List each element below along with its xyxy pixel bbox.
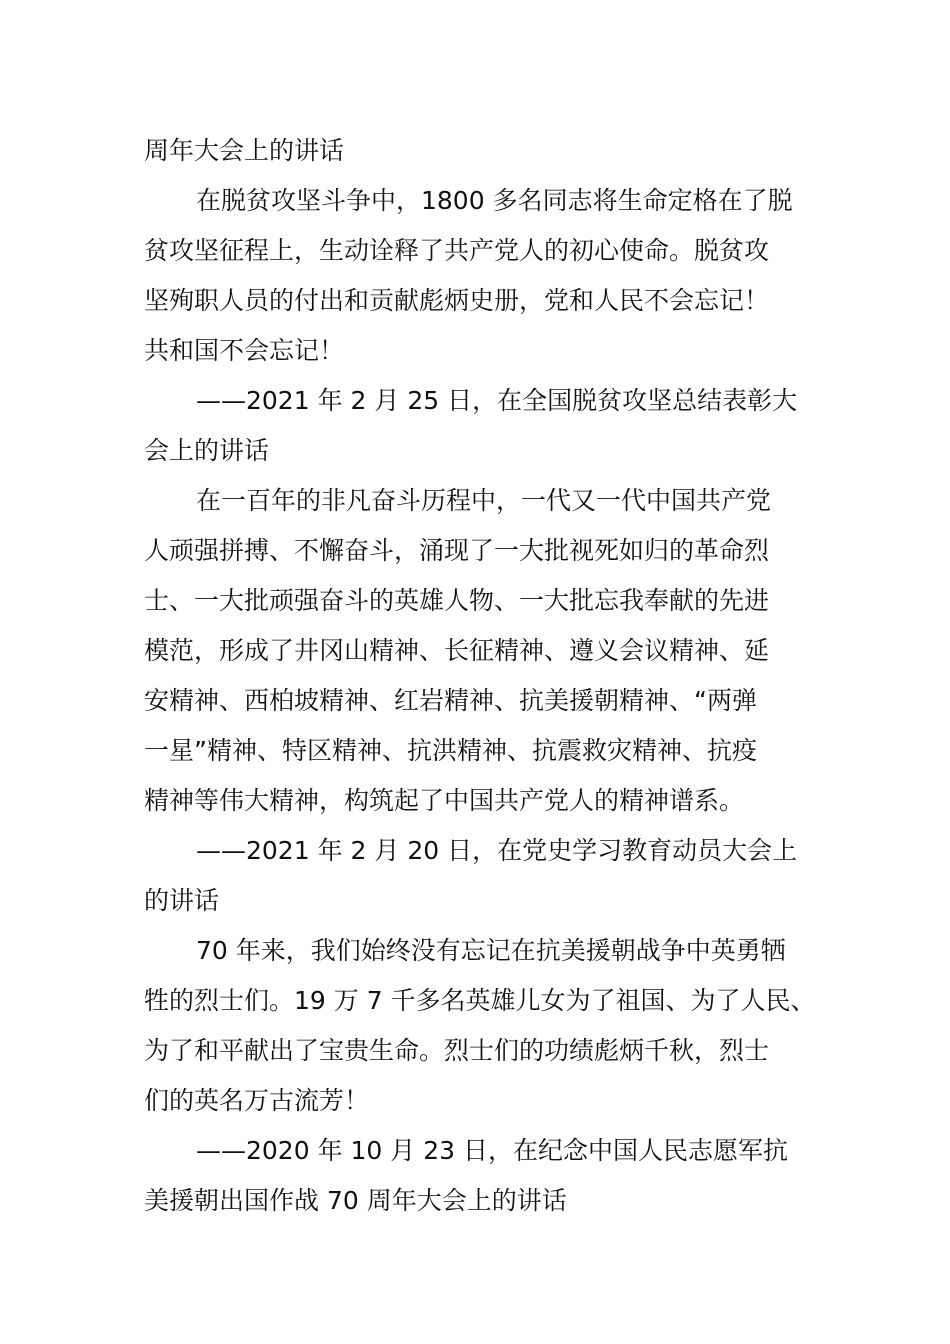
text-line: 坚殉职人员的付出和贡献彪炳史册，党和人民不会忘记！ — [144, 286, 770, 315]
text-line: 士、一大批顽强奋斗的英雄人物、一大批忘我奉献的先进 — [144, 586, 770, 615]
text-line: 在脱贫攻坚斗争中，1800 多名同志将生命定格在了脱 — [196, 186, 793, 215]
text-line: 70 年来，我们始终没有忘记在抗美援朝战争中英勇牺 — [196, 936, 786, 965]
text-line: 周年大会上的讲话 — [144, 136, 345, 165]
text-line: 们的英名万古流芳！ — [144, 1086, 370, 1115]
document-body — [144, 126, 816, 1226]
text-line: 人顽强拼搏、不懈奋斗，涌现了一大批视死如归的革命烈 — [144, 536, 770, 565]
text-line: 贫攻坚征程上，生动诠释了共产党人的初心使命。脱贫攻 — [144, 236, 770, 265]
text-line: 会上的讲话 — [144, 436, 270, 465]
text-line: 一星”精神、特区精神、抗洪精神、抗震救灾精神、抗疫 — [144, 736, 757, 765]
text-line: 的讲话 — [144, 886, 220, 915]
text-line: 模范，形成了井冈山精神、长征精神、遵义会议精神、延 — [144, 636, 770, 665]
text-line: 精神等伟大精神，构筑起了中国共产党人的精神谱系。 — [144, 786, 745, 815]
text-line: 安精神、西柏坡精神、红岩精神、抗美援朝精神、“两弹 — [144, 686, 757, 715]
text-line: ——2021 年 2 月 25 日，在全国脱贫攻坚总结表彰大 — [196, 386, 798, 415]
text-line: 共和国不会忘记！ — [144, 336, 345, 365]
text-line: 在一百年的非凡奋斗历程中，一代又一代中国共产党 — [196, 486, 772, 515]
text-line: 牲的烈士们。19 万 7 千多名英雄儿女为了祖国、为了人民、 — [144, 986, 816, 1015]
text-line: 美援朝出国作战 70 周年大会上的讲话 — [144, 1186, 567, 1215]
text-line: 为了和平献出了宝贵生命。烈士们的功绩彪炳千秋，烈士 — [144, 1036, 770, 1065]
text-line: ——2020 年 10 月 23 日，在纪念中国人民志愿军抗 — [196, 1136, 788, 1165]
text-line: ——2021 年 2 月 20 日，在党史学习教育动员大会上 — [196, 836, 798, 865]
